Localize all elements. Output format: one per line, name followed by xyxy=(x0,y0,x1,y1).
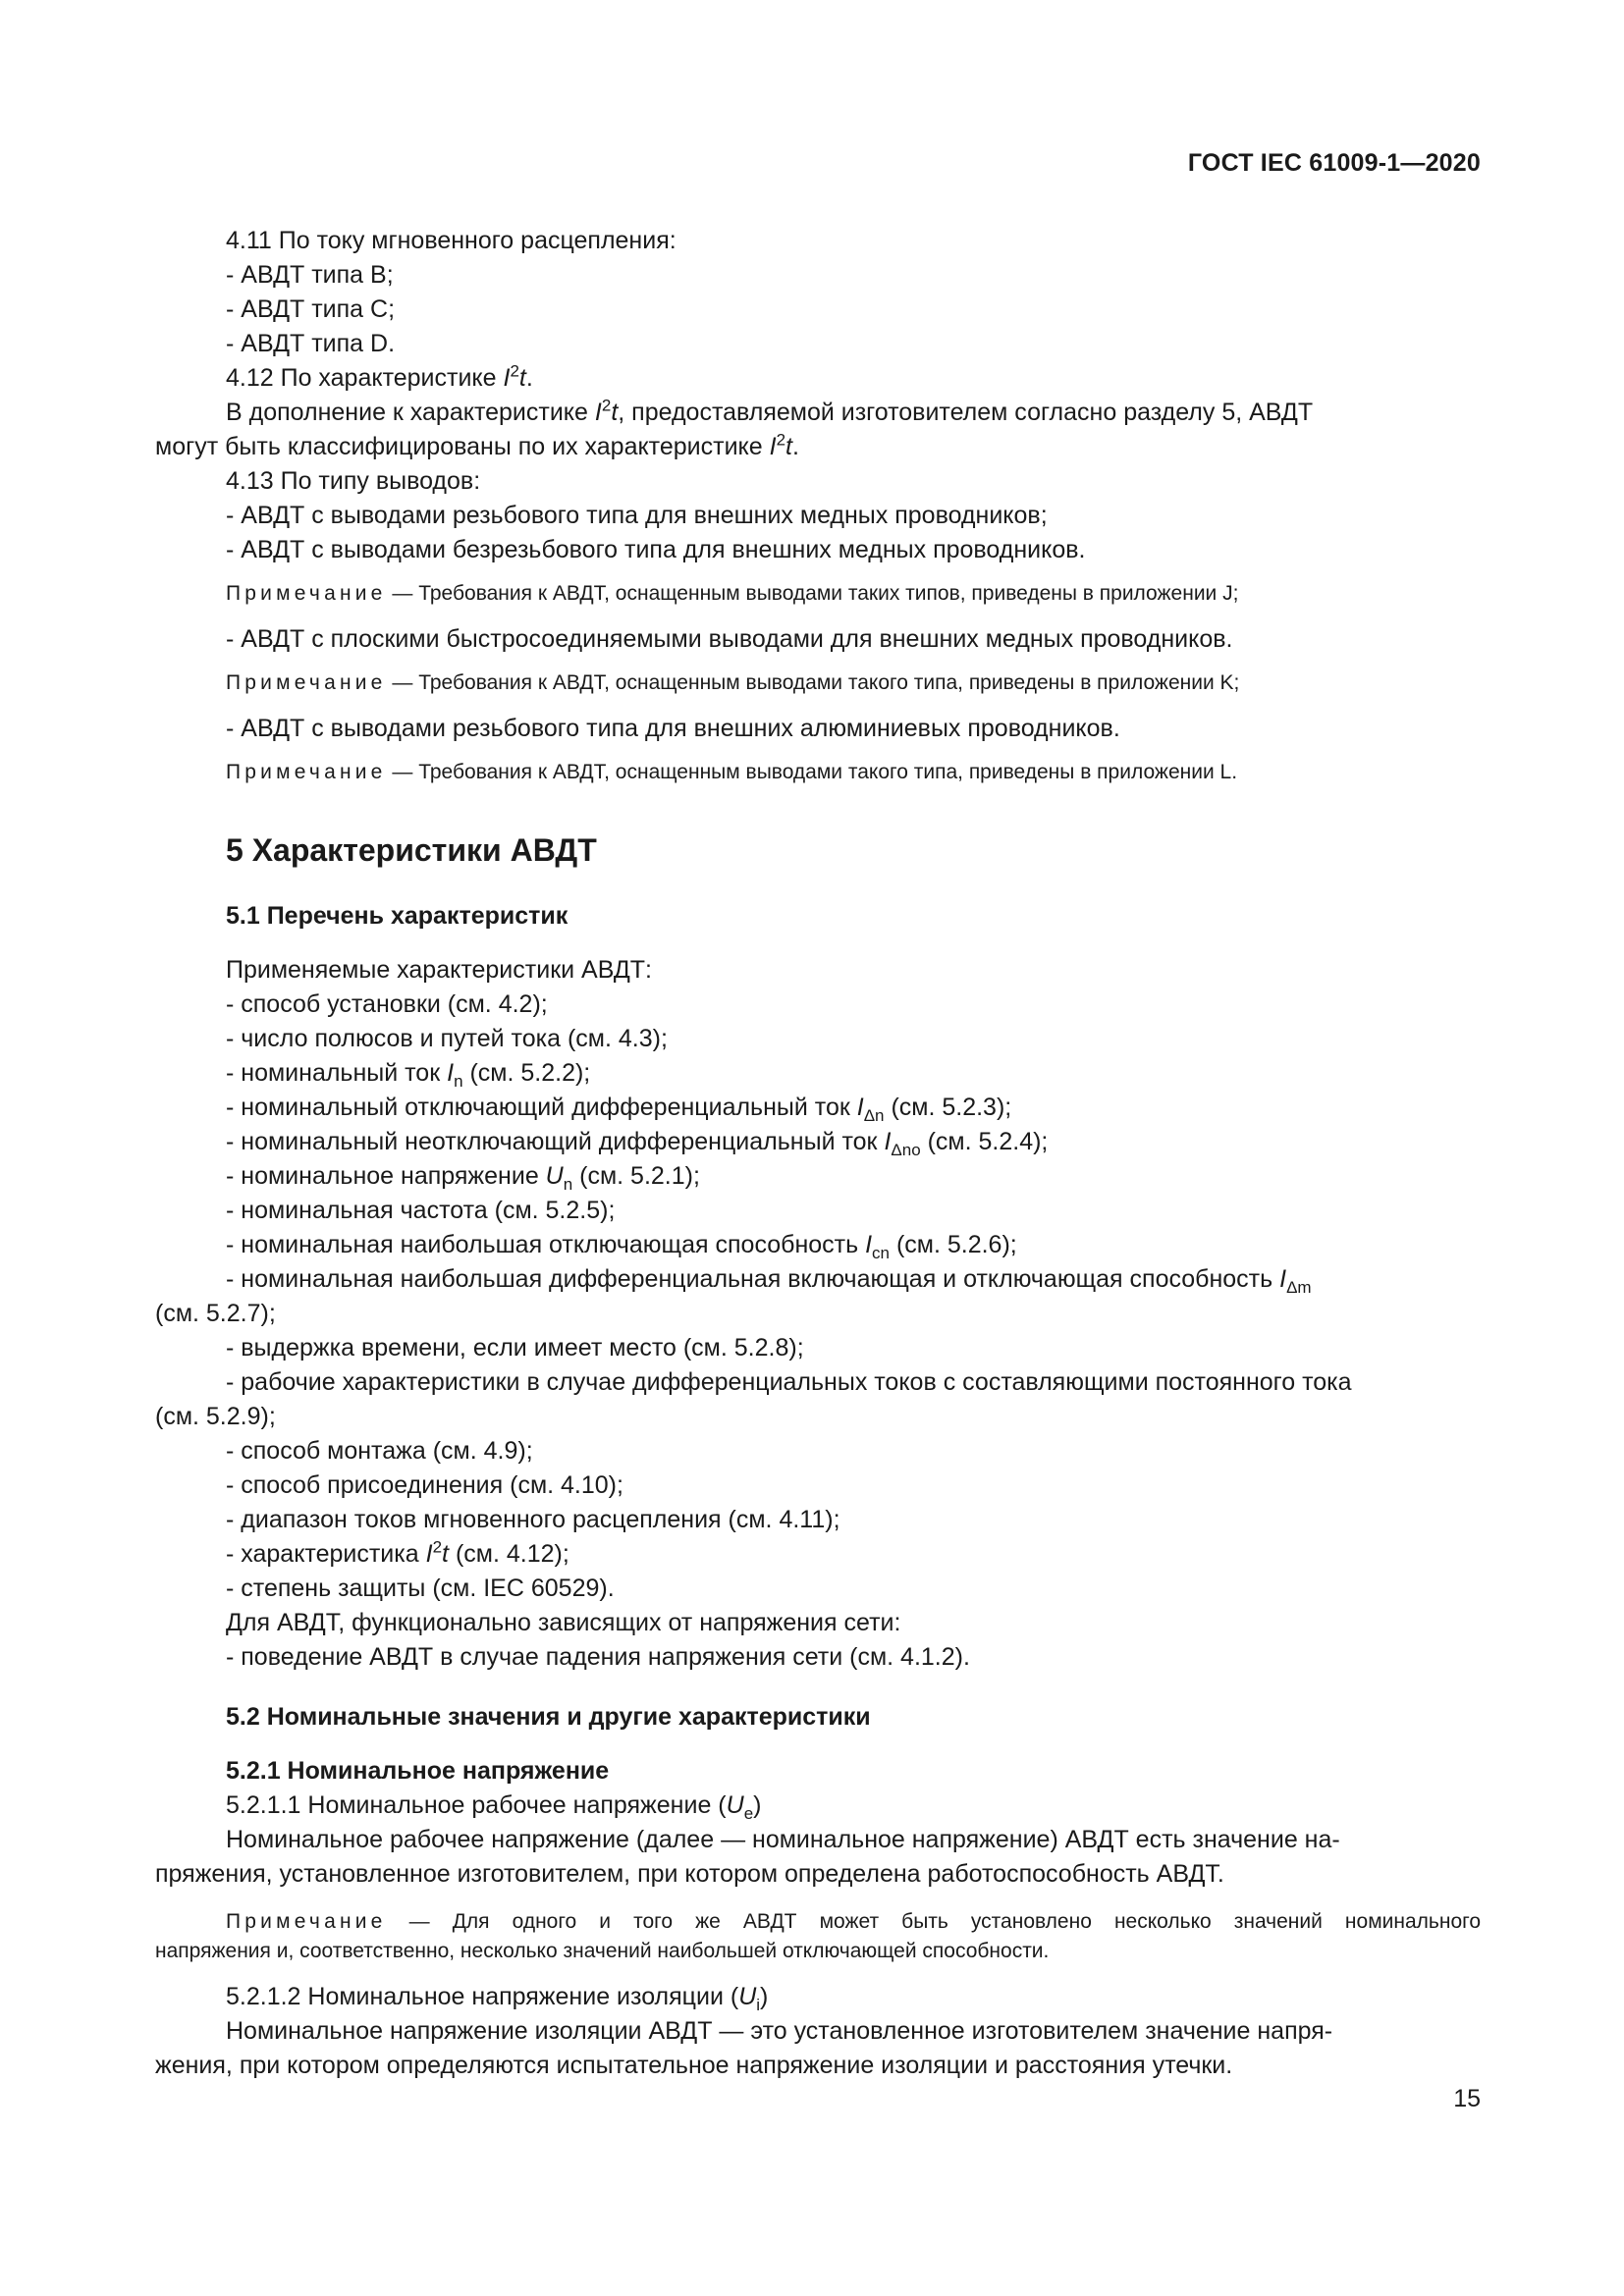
list-item: - способ присоединения (см. 4.10); xyxy=(226,1471,623,1499)
list-item: - число полюсов и путей тока (см. 4.3); xyxy=(226,1025,668,1052)
note-label: Примечание xyxy=(226,671,387,694)
paragraph-line: пряжения, установленное изготовителем, при котором определена работоспособность АВДТ. xyxy=(155,1860,1224,1888)
list-item: - диапазон токов мгновенного расцепления (см. 4.11); xyxy=(226,1506,840,1533)
paragraph-line: Номинальное напряжение изоляции АВДТ — это установленное изготовителем значение напря- xyxy=(226,2017,1333,2045)
list-item: - рабочие характеристики в случае дифференциальных токов с составляющими постоянного тока xyxy=(226,1368,1352,1396)
note: Примечание — Требования к АВДТ, оснащенным выводами такого типа, приведены в приложении L. xyxy=(226,761,1238,783)
list-item: - номинальный ток $I_n$ (см. 5.2.2); xyxy=(226,1059,591,1091)
list-item-continuation: (см. 5.2.9); xyxy=(155,1403,276,1430)
paragraph: Применяемые характеристики АВДТ: xyxy=(226,956,652,984)
clause-4-13-title: 4.13 По типу выводов: xyxy=(226,467,481,495)
list-item: - степень защиты (см. IEC 60529). xyxy=(226,1575,615,1602)
list-item: - выдержка времени, если имеет место (см. 5.2.8); xyxy=(226,1334,804,1362)
subsection-heading: 5.1 Перечень характеристик xyxy=(226,902,568,930)
section-heading: 5 Характеристики АВДТ xyxy=(226,832,597,868)
note: Примечание — Требования к АВДТ, оснащенным выводами такого типа, приведены в приложении K; xyxy=(226,671,1240,694)
list-item: - способ установки (см. 4.2); xyxy=(226,990,548,1018)
list-item: - поведение АВДТ в случае падения напряжения сети (см. 4.1.2). xyxy=(226,1643,970,1671)
list-item: - АВДТ с выводами резьбового типа для внешних медных проводников; xyxy=(226,502,1048,529)
list-item: - способ монтажа (см. 4.9); xyxy=(226,1437,533,1465)
clause-4-12-title: 4.12 По характеристике $I^2t$. xyxy=(226,361,533,392)
subsection-heading: 5.2 Номинальные значения и другие характеристики xyxy=(226,1703,871,1731)
note-label: Примечание xyxy=(226,582,387,605)
list-item-continuation: (см. 5.2.7); xyxy=(155,1300,276,1327)
list-item: - АВДТ типа D. xyxy=(226,330,396,357)
list-item: - АВДТ с выводами резьбового типа для внешних алюминиевых проводников. xyxy=(226,715,1120,742)
note-label: Примечание xyxy=(226,761,387,783)
clause-title: 5.2.1.1 Номинальное рабочее напряжение $(U_e)$ xyxy=(226,1791,762,1823)
subsection-heading: 5.2.1 Номинальное напряжение xyxy=(226,1757,610,1785)
list-item: - номинальная наибольшая дифференциальная включающая и отключающая способность $I_{\Delta m}$ xyxy=(226,1265,1312,1297)
list-item: - номинальный неотключающий дифференциальный ток $I_{\Delta no}$ (см. 5.2.4); xyxy=(226,1128,1049,1159)
list-item: - номинальная частота (см. 5.2.5); xyxy=(226,1197,616,1224)
list-item: - характеристика $I^2t$ (см. 4.12); xyxy=(226,1537,569,1568)
note: Примечание — Требования к АВДТ, оснащенным выводами таких типов, приведены в приложении J; xyxy=(226,582,1239,605)
page-body xyxy=(155,224,1481,2083)
clause-title: 5.2.1.2 Номинальное напряжение изоляции $(U_i)$ xyxy=(226,1983,769,2014)
list-item: - АВДТ типа B; xyxy=(226,261,394,289)
list-item: - номинальное напряжение $U_n$ (см. 5.2.1); xyxy=(226,1162,700,1194)
list-item: - АВДТ с выводами безрезьбового типа для внешних медных проводников. xyxy=(226,536,1086,563)
paragraph: Для АВДТ, функционально зависящих от напряжения сети: xyxy=(226,1609,901,1636)
list-item: - АВДТ с плоскими быстросоединяемыми выводами для внешних медных проводников. xyxy=(226,625,1233,653)
list-item: - АВДТ типа C; xyxy=(226,295,396,323)
paragraph-line: жения, при котором определяются испытательное напряжение изоляции и расстояния утечки. xyxy=(155,2052,1233,2079)
note-label: Примечание xyxy=(226,1910,387,1933)
page-number: 15 xyxy=(1453,2085,1481,2112)
clause-4-11-title: 4.11 По току мгновенного расцепления: xyxy=(226,227,677,254)
paragraph-line: В дополнение к характеристике $I^2t$, предоставляемой изготовителем согласно разделу 5, АВДТ xyxy=(226,396,1314,426)
list-item: - номинальная наибольшая отключающая способность $I_{cn}$ (см. 5.2.6); xyxy=(226,1231,1017,1262)
paragraph-line: могут быть классифицированы по их характеристике $I^2t$. xyxy=(155,430,799,460)
note: Примечание — Для одного и того же АВДТ может быть установлено несколько значений номинального напряжения и, соответственно, несколько значений наибольшей отключающей способности. xyxy=(155,1910,1481,1962)
list-item: - номинальный отключающий дифференциальный ток $I_{\Delta n}$ (см. 5.2.3); xyxy=(226,1094,1012,1125)
paragraph-line: Номинальное рабочее напряжение (далее — номинальное напряжение) АВДТ есть значение на- xyxy=(226,1826,1340,1853)
document-header: ГОСТ IEC 61009-1—2020 xyxy=(1187,149,1481,177)
